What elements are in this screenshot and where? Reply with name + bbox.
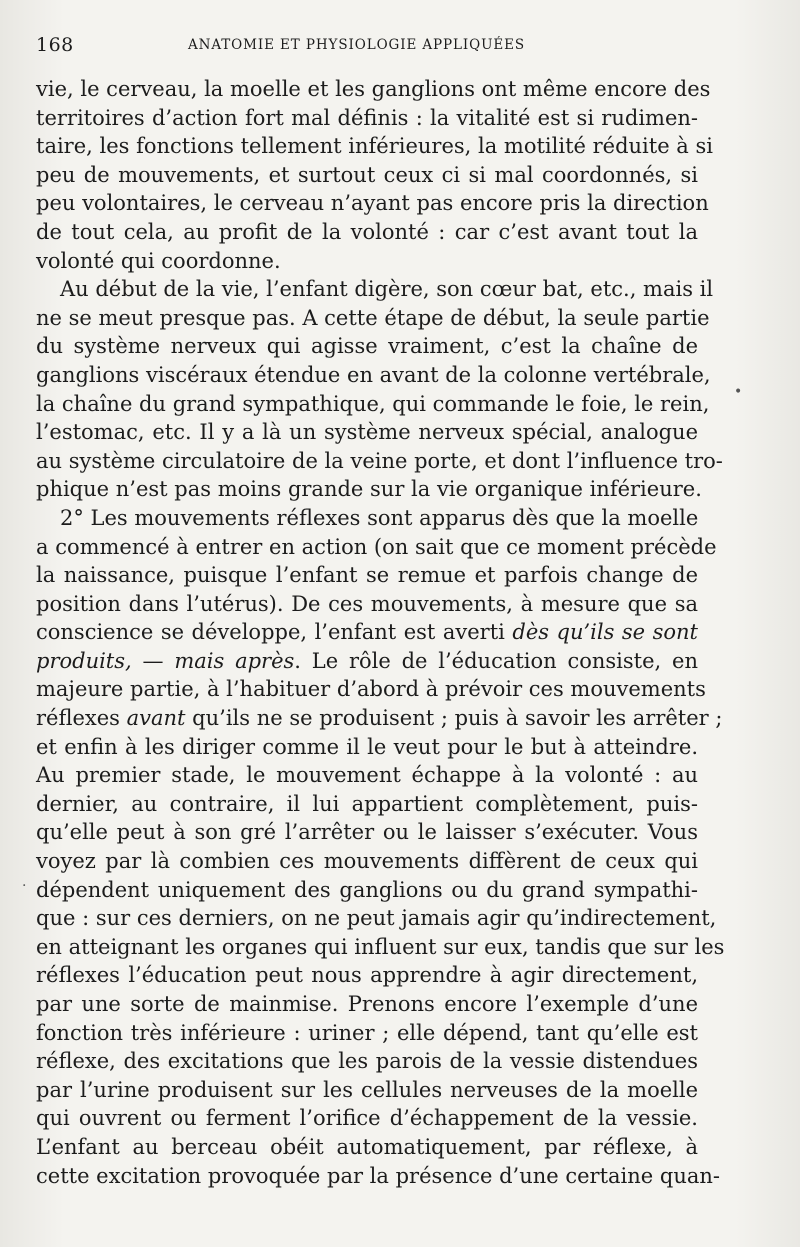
text-line: volonté qui coordonne. (36, 248, 281, 273)
text-line: réflexes l’éducation peut nous apprendre à agir directement, (36, 963, 698, 988)
text-line: ne se meut presque pas. A cette étape de début, la seule partie (36, 305, 710, 330)
italic-phrase: dès qu’ils se sont (512, 620, 698, 645)
text-line: peu volontaires, le cerveau n’ayant pas encore pris la direction (36, 191, 709, 216)
italic-phrase: mais après (174, 648, 295, 673)
text-line: 2° Les mouvements réflexes sont apparus dès que la moelle (60, 505, 699, 530)
text-line: peu de mouvements, et surtout ceux ci si mal coordonnés, si (36, 162, 698, 187)
text-line: qu’elle peut à son gré l’arrêter ou le laisser s’exécuter. Vous (36, 820, 698, 845)
text-line: dépendent uniquement des ganglions ou du grand sympathi- (36, 877, 698, 902)
text-segment: qu’ils ne se produisent ; puis à savoir les arrêter ; (185, 706, 723, 731)
page-header (36, 34, 736, 64)
text-line: fonction très inférieure : uriner ; elle dépend, tant qu’elle est (36, 1020, 698, 1045)
text-line: Au début de la vie, l’enfant digère, son cœur bat, etc., mais il (60, 277, 714, 302)
text-line: la naissance, puisque l’enfant se remue et parfois change de (36, 563, 698, 588)
text-line: dernier, au contraire, il lui appartient complètement, puis- (36, 791, 698, 816)
text-line: L’enfant au berceau obéit automatiquement, par réflexe, à (36, 1134, 698, 1159)
text-line: a commencé à entrer en action (on sait que ce moment précède (36, 534, 717, 559)
text-segment: conscience se développe, l’enfant est averti (36, 620, 513, 645)
text-line: par une sorte de mainmise. Prenons encore l’exemple d’une (36, 992, 698, 1016)
text-line: position dans l’utérus). De ces mouvements, à mesure que sa (36, 591, 698, 616)
text-line: qui ouvrent ou ferment l’orifice d’échappement de la vessie. (36, 1106, 698, 1131)
text-line: taire, les fonctions tellement inférieures, la motilité réduite à si (36, 134, 713, 159)
text-line: que : sur ces derniers, on ne peut jamais agir qu’indirectement, (36, 906, 717, 931)
text-line: en atteignant les organes qui influent sur eux, tandis que sur les (36, 934, 725, 959)
text-line (36, 704, 723, 733)
margin-speck: · (22, 878, 27, 894)
text-line: territoires d’action fort mal définis : la vitalité est si rudimen- (36, 105, 698, 130)
text-line: majeure partie, à l’habituer d’abord à prévoir ces mouvements (36, 677, 706, 702)
text-line: phique n’est pas moins grande sur la vie organique inférieure. (36, 477, 702, 502)
italic-phrase: avant (126, 706, 186, 731)
text-segment: réflexes (36, 706, 127, 731)
margin-speck: • (734, 384, 743, 400)
text-line: réflexe, des excitations que les parois de la vessie distendues (36, 1049, 698, 1074)
text-line: au système circulatoire de la veine porte, et dont l’influence tro- (36, 448, 723, 473)
running-title: ANATOMIE ET PHYSIOLOGIE APPLIQUÉES (188, 37, 526, 53)
page-number: 168 (36, 34, 74, 56)
text-line: et enfin à les diriger comme il le veut pour le but à atteindre. (36, 734, 698, 759)
text-line: de tout cela, au profit de la volonté : car c’est avant tout la (36, 219, 698, 244)
text-line: cette excitation provoquée par la présence d’une certaine quan- (36, 1163, 721, 1188)
text-line (36, 647, 698, 676)
italic-phrase: produits, (36, 648, 132, 673)
text-line: ganglions viscéraux étendue en avant de la colonne vertébrale, (36, 362, 711, 387)
text-segment: . Le rôle de l’éducation consiste, en (294, 648, 698, 673)
text-line: voyez par là combien ces mouvements diffèrent de ceux qui (36, 849, 698, 874)
text-line (36, 618, 698, 647)
text-line: du système nerveux qui agisse vraiment, c’est la chaîne de (36, 334, 698, 359)
text-line: vie, le cerveau, la moelle et les ganglions ont même encore des (36, 77, 711, 101)
body-text (36, 75, 725, 1190)
text-line: la chaîne du grand sympathique, qui commande le foie, le rein, (36, 391, 710, 416)
text-segment: — (131, 648, 175, 673)
text-line: l’estomac, etc. Il y a là un système nerveux spécial, analogue (36, 420, 698, 445)
text-line: par l’urine produisent sur les cellules nerveuses de la moelle (36, 1077, 698, 1102)
text-line: Au premier stade, le mouvement échappe à la volonté : au (36, 763, 698, 788)
